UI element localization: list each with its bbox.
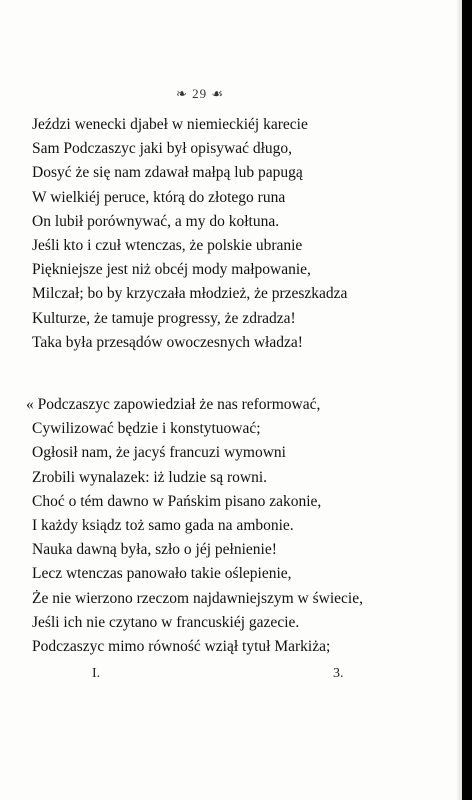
signature-mark: I. — [92, 666, 101, 681]
verse-line: Że nie wierzono rzeczom najdawniejszym w świecie, — [32, 589, 363, 607]
verse-line: Ogłosił nam, że jacyś francuzi wymowni — [32, 444, 286, 462]
page-number — [0, 86, 400, 102]
verse-line: On lubił porównywać, a my do kołtuna. — [32, 212, 280, 230]
verse-line: Milczał; bo by krzyczała młodzież, że przeszkadza — [32, 285, 348, 303]
page-footer — [0, 666, 462, 686]
verse-line: Piękniejsze jest niż obcéj mody małpowanie, — [32, 261, 311, 279]
page-number-ornament-right: ☙ — [207, 86, 225, 101]
verse-line: Jeśli kto i czuł wtenczas, że polskie ubranie — [32, 236, 303, 254]
verse-line: Lecz wtenczas panowało takie oślepienie, — [32, 565, 292, 583]
verse-line: Kulturze, że tamuje progressy, że zdradza! — [32, 309, 296, 327]
verse-line: Cywilizować będzie i konstytuować; — [32, 420, 261, 438]
verse-line: W wielkiéj peruce, którą do złotego runa — [32, 188, 286, 206]
verse-line: Dosyć że się nam zdawał małpą lub papugą — [32, 164, 303, 182]
verse-line: Taka była przesądów owoczesnych władza! — [32, 333, 303, 351]
stanza-1 — [0, 113, 462, 355]
verse-line: Choć o tém dawno w Pańskim pisano zakonie, — [32, 492, 322, 510]
verse-line: Nauka dawną była, szło o jéj pełnienie! — [32, 541, 277, 559]
page-number-ornament-left: ❧ — [175, 86, 193, 101]
verse-line: Podczaszyc mimo równość wziął tytuł Markiża; — [32, 637, 331, 655]
verse-line: Sam Podczaszyc jaki był opisywać długo, — [32, 140, 293, 158]
page-number-value: 29 — [192, 86, 208, 101]
verse-line: Jeździ wenecki djabeł w niemieckiéj karecie — [32, 116, 308, 133]
verse-line: Zrobili wynalazek: iż ludzie są rowni. — [32, 468, 268, 486]
verse-line: « Podczaszyc zapowiedział że nas reformować, — [26, 396, 321, 413]
verse-line: I każdy ksiądz toż samo gada na ambonie. — [32, 516, 294, 534]
folio-mark: 3. — [333, 666, 344, 681]
verse-line: Jeśli ich nie czytano w francuskiéj gazecie. — [32, 613, 300, 631]
stanza-2 — [0, 393, 462, 659]
